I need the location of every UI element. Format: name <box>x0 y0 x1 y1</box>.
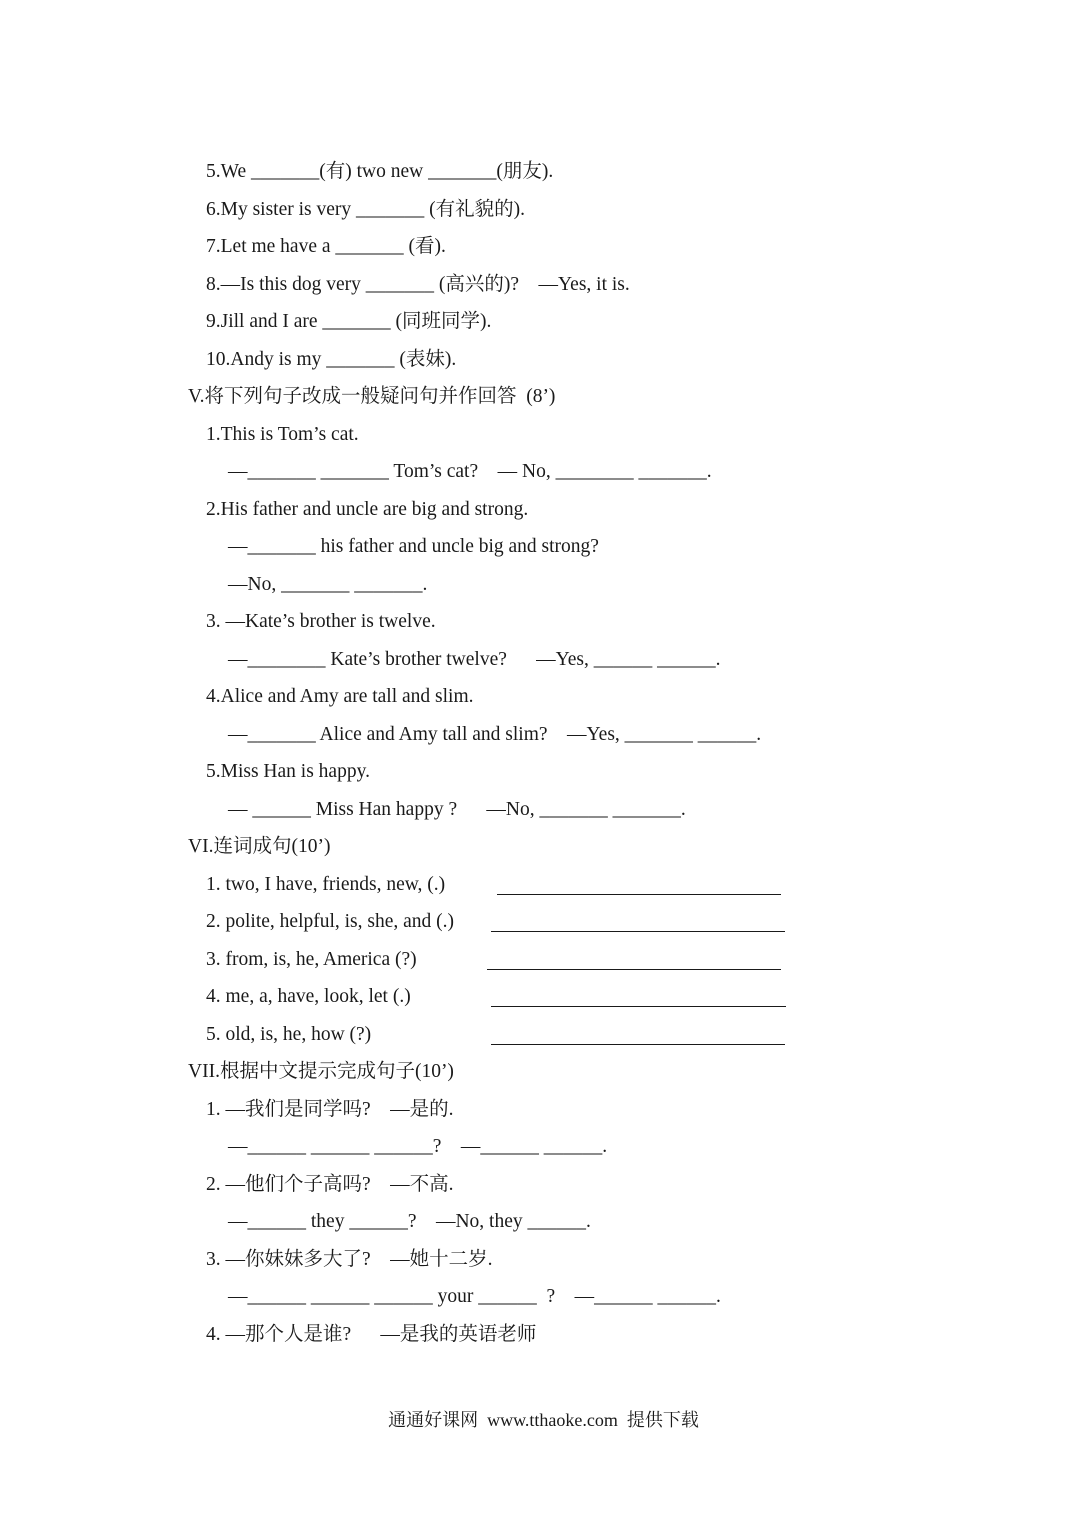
s6-item-3: 3. from, is, he, America (?) <box>206 949 417 970</box>
s5-answer-5: — ______ Miss Han happy ? —No, _______ _______. <box>228 799 686 820</box>
s5-question-3: 3. —Kate’s brother is twelve. <box>206 611 436 632</box>
s6-answer-line-2[interactable] <box>491 931 785 932</box>
section-6-title: VI.连词成句(10’) <box>188 836 331 857</box>
s5-question-4: 4.Alice and Amy are tall and slim. <box>206 686 474 707</box>
s6-item-5: 5. old, is, he, how (?) <box>206 1024 372 1045</box>
s6-item-2: 2. polite, helpful, is, she, and (.) <box>206 911 455 932</box>
exercise-item-9: 9.Jill and I are _______ (同班同学). <box>206 311 492 332</box>
s7-question-3: 3. —你妹妹多大了? —她十二岁. <box>206 1249 493 1270</box>
exercise-item-5: 5.We _______(有) two new _______(朋友). <box>206 161 554 182</box>
s5-answer-3: —________ Kate’s brother twelve? —Yes, ______ ______. <box>228 649 721 670</box>
s5-question-5: 5.Miss Han is happy. <box>206 761 370 782</box>
s5-answer-2a: —_______ his father and uncle big and strong? <box>228 536 599 557</box>
section-7-title: VII.根据中文提示完成句子(10’) <box>188 1061 454 1082</box>
s6-item-4: 4. me, a, have, look, let (.) <box>206 986 411 1007</box>
s5-answer-1: —_______ _______ Tom’s cat? — No, ________ _______. <box>228 461 712 482</box>
s6-answer-line-4[interactable] <box>491 1006 786 1007</box>
exercise-item-6: 6.My sister is very _______ (有礼貌的). <box>206 199 526 220</box>
s7-answer-3: —______ ______ ______ your ______ ? —______ ______. <box>228 1286 721 1307</box>
s7-answer-2: —______ they ______? —No, they ______. <box>228 1211 591 1232</box>
page-footer: 通通好课网 www.tthaoke.com 提供下载 <box>388 1410 699 1430</box>
s7-answer-1: —______ ______ ______? —______ ______. <box>228 1136 608 1157</box>
exercise-item-8: 8.—Is this dog very _______ (高兴的)? —Yes, it is. <box>206 274 630 295</box>
exercise-item-7: 7.Let me have a _______ (看). <box>206 236 446 257</box>
s5-question-1: 1.This is Tom’s cat. <box>206 424 359 445</box>
s7-question-1: 1. —我们是同学吗? —是的. <box>206 1099 454 1120</box>
s5-answer-4: —_______ Alice and Amy tall and slim? —Yes, _______ ______. <box>228 724 762 745</box>
s6-item-1: 1. two, I have, friends, new, (.) <box>206 874 446 895</box>
exercise-item-10: 10.Andy is my _______ (表妹). <box>206 349 457 370</box>
s7-question-2: 2. —他们个子高吗? —不高. <box>206 1174 454 1195</box>
s6-answer-line-1[interactable] <box>497 894 781 895</box>
s5-question-2: 2.His father and uncle are big and strong. <box>206 499 529 520</box>
section-5-title: V.将下列句子改成一般疑问句并作回答 (8’) <box>188 386 556 407</box>
s6-answer-line-3[interactable] <box>487 969 781 970</box>
s5-answer-2b: —No, _______ _______. <box>228 574 428 595</box>
s7-question-4: 4. —那个人是谁? —是我的英语老师 <box>206 1324 537 1345</box>
s6-answer-line-5[interactable] <box>491 1044 785 1045</box>
